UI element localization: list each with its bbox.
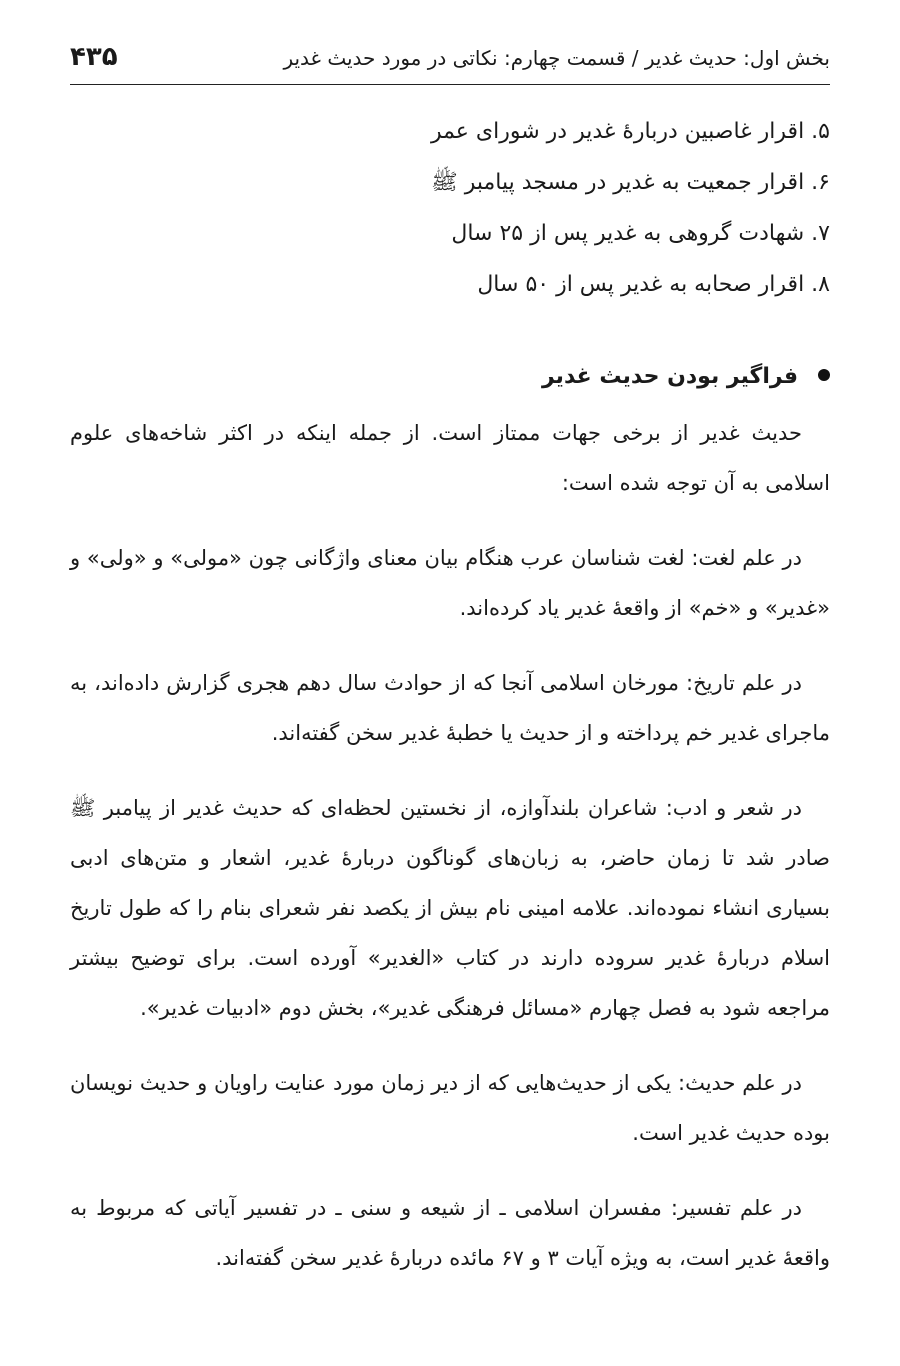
list-item: ۷. شهادت گروهی به غدیر پس از ۲۵ سال	[451, 221, 830, 246]
list-item: ۵. اقرار غاصبین دربارهٔ غدیر در شورای عمر	[430, 119, 830, 144]
paragraph: در علم حدیث: یکی از حدیث‌هایی که از دیر زمان مورد عنایت راویان و حدیث نویسان بوده حدیث غدیر است.	[70, 1071, 830, 1145]
section-heading-text: فراگیر بودن حدیث غدیر	[542, 364, 798, 389]
bullet-icon	[818, 369, 830, 381]
section-heading	[70, 364, 830, 404]
header-divider	[70, 84, 830, 85]
numbered-list	[70, 112, 830, 316]
running-header-title: بخش اول: حدیث غدیر / قسمت چهارم: نکاتی در مورد حدیث غدیر	[283, 46, 830, 70]
running-header	[70, 40, 830, 84]
paragraph: در علم تاریخ: مورخان اسلامی آنجا که از حوادث سال دهم هجری گزارش داده‌اند، به ماجرای غدیر خم پرداخته و از حدیث یا خطبهٔ غدیر سخن گفته‌اند.	[70, 671, 830, 745]
paragraph: در شعر و ادب: شاعران بلندآوازه، از نخستین لحظه‌ای که حدیث غدیر از پیامبر ﷺ صادر شد تا زمان حاضر، به زبان‌های گوناگون دربارهٔ غدیر، اشعار و متن‌های ادبی بسیاری انشاء نموده‌اند. علامه امینی نام بیش از یکصد نفر شعرای بنام را که طول تاریخ اسلام دربارهٔ غدیر سروده دارند در کتاب «الغدیر» آورده است. برای توضیح بیشتر مراجعه شود به فصل چهارم «مسائل فرهنگی غدیر»، بخش دوم «ادبیات غدیر».	[70, 796, 830, 1020]
list-item: ۸. اقرار صحابه به غدیر پس از ۵۰ سال	[477, 272, 830, 297]
list-item: ۶. اقرار جمعیت به غدیر در مسجد پیامبر ﷺ	[431, 170, 830, 195]
paragraph: حدیث غدیر از برخی جهات ممتاز است. از جمله اینکه در اکثر شاخه‌های علوم اسلامی به آن توجه شده است:	[70, 421, 830, 495]
page-number: ۴۳۵	[70, 42, 118, 72]
body-text	[70, 408, 830, 1308]
paragraph: در علم تفسیر: مفسران اسلامی ـ از شیعه و سنی ـ در تفسیر آیاتی که مربوط به واقعهٔ غدیر است، به ویژه آیات ۳ و ۶۷ مائده دربارهٔ غدیر سخن گفته‌اند.	[70, 1196, 830, 1270]
paragraph: در علم لغت: لغت شناسان عرب هنگام بیان معنای واژگانی چون «مولی» و «ولی» و «غدیر» و «خم» از واقعهٔ غدیر یاد کرده‌اند.	[70, 546, 830, 620]
